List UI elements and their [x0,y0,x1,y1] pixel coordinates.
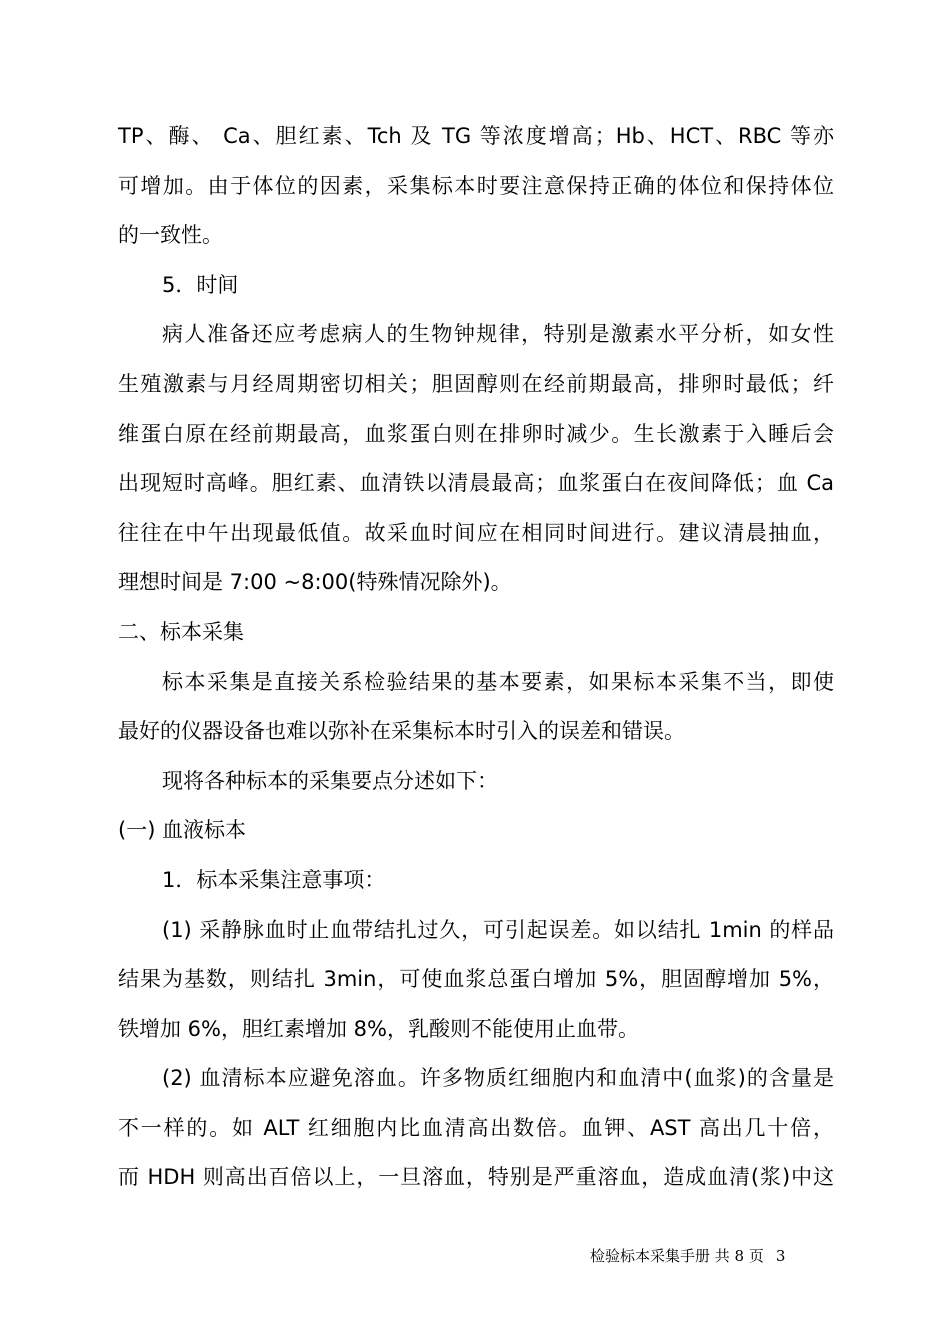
page-number: 3 [775,1247,786,1265]
text-line: 出现短时高峰。胆红素、血清铁以清晨最高；血浆蛋白在夜间降低；血 Ca [118,471,834,496]
section-heading: 5．时间 [162,272,239,297]
section-heading: (一) 血液标本 [118,818,247,843]
text-line: 可增加。由于体位的因素，采集标本时要注意保持正确的体位和保持体位 [118,173,834,198]
text-line: 最好的仪器设备也难以弥补在采集标本时引入的误差和错误。 [118,719,685,744]
text-line: 不一样的。如 ALT 红细胞内比血清高出数倍。血钾、AST 高出几十倍， [118,1115,834,1140]
text-line: (1) 采静脉血时止血带结扎过久，可引起误差。如以结扎 1min 的样品 [162,917,834,942]
text-line: 维蛋白原在经前期最高，血浆蛋白则在排卵时减少。生长激素于入睡后会 [118,421,834,446]
text-line: 结果为基数，则结扎 3min，可使血浆总蛋白增加 5%，胆固醇增加 5%， [118,967,834,992]
text-line: 理想时间是 7:00 ~8:00(特殊情况除外)。 [118,570,512,595]
text-line: (2) 血清标本应避免溶血。许多物质红细胞内和血清中(血浆)的含量是 [162,1066,834,1091]
subsection-heading: 1．标本采集注意事项： [162,867,386,892]
page-footer [590,1246,785,1266]
text-line: TP、酶、 Ca、胆红素、Tch 及 TG 等浓度增高；Hb、HCT、RBC 等亦 [118,124,834,148]
text-line: 生殖激素与月经周期密切相关；胆固醇则在经前期最高，排卵时最低；纤 [118,371,834,396]
text-line: 的一致性。 [118,223,223,248]
section-heading: 二、标本采集 [118,619,244,644]
text-line: 往往在中午出现最低值。故采血时间应在相同时间进行。建议清晨抽血， [118,520,834,545]
text-line: 病人准备还应考虑病人的生物钟规律，特别是激素水平分析，如女性 [162,322,834,347]
text-line: 标本采集是直接关系检验结果的基本要素，如果标本采集不当，即使 [162,669,834,694]
body-text [118,112,834,1203]
footer-title: 检验标本采集手册 共 8 页 [590,1247,764,1265]
text-line: 而 HDH 则高出百倍以上，一旦溶血，特别是严重溶血，造成血清(浆)中这 [118,1165,834,1190]
text-line: 现将各种标本的采集要点分述如下： [162,768,498,793]
text-line: 铁增加 6%，胆红素增加 8%，乳酸则不能使用止血带。 [118,1016,639,1041]
